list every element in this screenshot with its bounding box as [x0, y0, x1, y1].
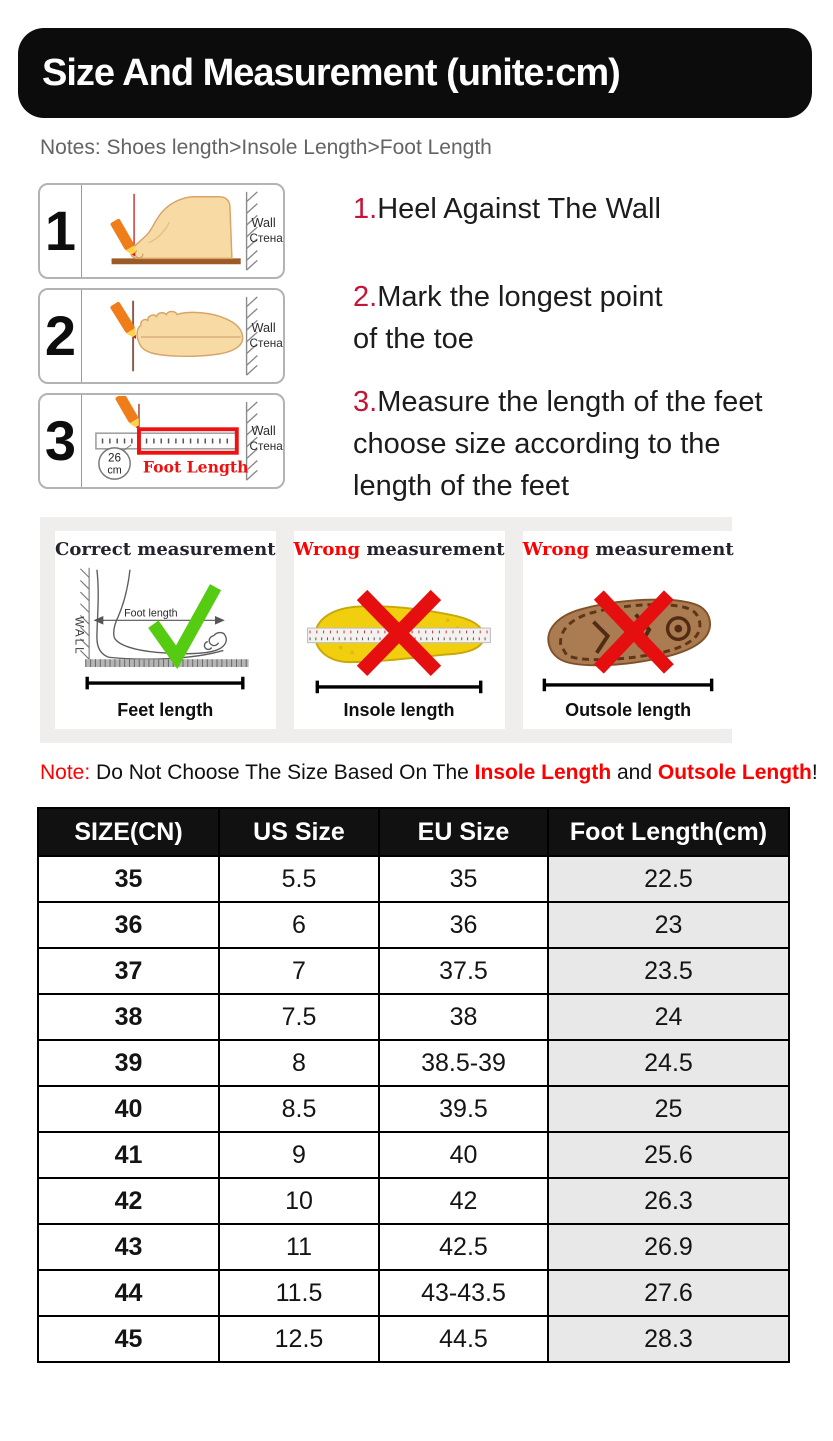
note-prefix: Note:: [40, 761, 91, 784]
arrow-label: Foot length: [124, 607, 178, 620]
card-title-text: Correct measurement: [55, 539, 276, 560]
foot-side-illustration: [131, 197, 232, 259]
correct-measurement-illustration: [65, 560, 265, 702]
notes-line: Notes: Shoes length>Insole Length>Foot Length: [40, 136, 492, 159]
instruction-3: [353, 381, 763, 507]
wall-label-en: Wall: [251, 215, 276, 231]
ruler-unit: cm: [107, 464, 122, 477]
wrong-outsole-card: [523, 531, 734, 729]
insole-illustration: [299, 560, 499, 702]
cell-size-cn: 37: [38, 948, 219, 994]
card-title: [55, 539, 276, 560]
cell-eu-size: 37.5: [379, 948, 548, 994]
table-row: [38, 1086, 789, 1132]
step-number-3: 3: [40, 395, 82, 487]
cell-size-cn: 44: [38, 1270, 219, 1316]
instruction-3-number: 3.: [353, 386, 378, 418]
instruction-3-text: Measure the length of the feet: [377, 386, 763, 418]
cell-size-cn: 42: [38, 1178, 219, 1224]
cell-size-cn: 35: [38, 856, 219, 902]
cell-eu-size: 44.5: [379, 1316, 548, 1362]
length-bracket: [87, 677, 243, 690]
table-row: [38, 1040, 789, 1086]
cell-eu-size: 35: [379, 856, 548, 902]
note-text-2: and: [611, 761, 658, 784]
wall-label-ru: Стена: [249, 439, 283, 453]
card-title: [294, 539, 505, 560]
ruler-value-bubble: [99, 445, 131, 479]
length-bracket: [544, 679, 711, 692]
table-header-row: [38, 808, 789, 856]
cell-foot-length: 26.9: [548, 1224, 789, 1270]
cell-foot-length: 26.3: [548, 1178, 789, 1224]
cell-us-size: 10: [219, 1178, 379, 1224]
cell-us-size: 8: [219, 1040, 379, 1086]
foot-length-label: Foot Length: [142, 457, 249, 477]
header-banner: [18, 28, 812, 118]
foot-top-illustration: [137, 312, 243, 357]
header-eu-size: EU Size: [379, 808, 548, 856]
cell-eu-size: 43-43.5: [379, 1270, 548, 1316]
header-us-size: US Size: [219, 808, 379, 856]
cell-us-size: 11.5: [219, 1270, 379, 1316]
card-title-text: measurement: [360, 539, 505, 560]
instruction-2-number: 2.: [353, 281, 378, 313]
instruction-3-text-line2: choose size according to the: [353, 428, 721, 460]
cell-us-size: 12.5: [219, 1316, 379, 1362]
cell-us-size: 6: [219, 902, 379, 948]
mark-toe-illustration: [82, 291, 283, 381]
cell-us-size: 11: [219, 1224, 379, 1270]
table-row: [38, 1224, 789, 1270]
wrong-insole-card: [294, 531, 505, 729]
size-conversion-table: [37, 807, 790, 1363]
cell-foot-length: 23: [548, 902, 789, 948]
cell-us-size: 7.5: [219, 994, 379, 1040]
cell-eu-size: 40: [379, 1132, 548, 1178]
wall-label-ru: Стена: [249, 231, 283, 245]
pencil-icon: [110, 301, 141, 342]
bracket-label: Feet length: [117, 700, 214, 720]
wall-label-en: Wall: [251, 320, 276, 336]
cell-eu-size: 39.5: [379, 1086, 548, 1132]
cell-foot-length: 27.6: [548, 1270, 789, 1316]
instruction-1: [353, 188, 661, 230]
header-foot-length: Foot Length(cm): [548, 808, 789, 856]
ruler-illustration: [96, 433, 237, 449]
header-size-cn: SIZE(CN): [38, 808, 219, 856]
outsole-illustration: [528, 560, 728, 702]
cell-us-size: 8.5: [219, 1086, 379, 1132]
bracket-label: Outsole length: [565, 700, 692, 720]
table-row: [38, 948, 789, 994]
table-row: [38, 1316, 789, 1362]
cell-foot-length: 24: [548, 994, 789, 1040]
cell-size-cn: 38: [38, 994, 219, 1040]
table-row: [38, 902, 789, 948]
cell-foot-length: 22.5: [548, 856, 789, 902]
wall-label-en: Wall: [251, 423, 276, 439]
correct-measurement-card: [55, 531, 276, 729]
length-bracket: [317, 681, 480, 694]
cell-us-size: 9: [219, 1132, 379, 1178]
table-row: [38, 856, 789, 902]
card-title-red: Wrong: [522, 539, 590, 560]
card-title: [523, 539, 734, 560]
table-row: [38, 1178, 789, 1224]
note-suffix: !: [811, 761, 818, 784]
cell-foot-length: 25.6: [548, 1132, 789, 1178]
instruction-2-text: Mark the longest point: [377, 281, 663, 313]
cell-size-cn: 40: [38, 1086, 219, 1132]
cell-eu-size: 42: [379, 1178, 548, 1224]
table-row: [38, 994, 789, 1040]
green-check-icon: [154, 587, 216, 657]
cell-size-cn: 45: [38, 1316, 219, 1362]
card-title-text: measurement: [589, 539, 734, 560]
cell-us-size: 5.5: [219, 856, 379, 902]
bracket-label: Insole length: [343, 700, 455, 720]
instruction-1-number: 1.: [353, 193, 378, 225]
ruler-value: 26: [107, 451, 122, 465]
note-highlight-insole: Insole Length: [474, 761, 612, 784]
measurement-examples-strip: [40, 517, 732, 743]
step-box-2: [38, 288, 285, 384]
cell-size-cn: 39: [38, 1040, 219, 1086]
cell-eu-size: 36: [379, 902, 548, 948]
cell-eu-size: 38: [379, 994, 548, 1040]
instruction-2-text-line2: of the toe: [353, 323, 474, 355]
card-title-red: Wrong: [293, 539, 361, 560]
warning-note: [40, 761, 818, 785]
note-highlight-outsole: Outsole Length: [657, 761, 812, 784]
cell-size-cn: 43: [38, 1224, 219, 1270]
wall-vertical-label: WALL: [72, 616, 86, 656]
step-box-3: [38, 393, 285, 489]
cell-foot-length: 24.5: [548, 1040, 789, 1086]
step-number-2: 2: [40, 290, 82, 382]
page-title: Size And Measurement (unite:cm): [42, 51, 620, 94]
instruction-3-text-line3: length of the feet: [353, 470, 570, 502]
instruction-1-text: Heel Against The Wall: [377, 193, 661, 225]
step-illustration-column: [38, 183, 285, 498]
cell-size-cn: 41: [38, 1132, 219, 1178]
cell-foot-length: 23.5: [548, 948, 789, 994]
cell-eu-size: 42.5: [379, 1224, 548, 1270]
wall-label-ru: Стена: [249, 336, 283, 350]
heel-against-wall-illustration: [82, 186, 283, 276]
table-row: [38, 1270, 789, 1316]
cell-us-size: 7: [219, 948, 379, 994]
cell-size-cn: 36: [38, 902, 219, 948]
measure-ruler-illustration: [82, 396, 283, 486]
instruction-2: [353, 276, 663, 360]
cell-foot-length: 25: [548, 1086, 789, 1132]
cell-eu-size: 38.5-39: [379, 1040, 548, 1086]
cell-foot-length: 28.3: [548, 1316, 789, 1362]
table-row: [38, 1132, 789, 1178]
step-number-1: 1: [40, 185, 82, 277]
measuring-steps-section: [38, 183, 810, 513]
step-box-1: [38, 183, 285, 279]
note-text-1: Do Not Choose The Size Based On The: [90, 761, 475, 784]
